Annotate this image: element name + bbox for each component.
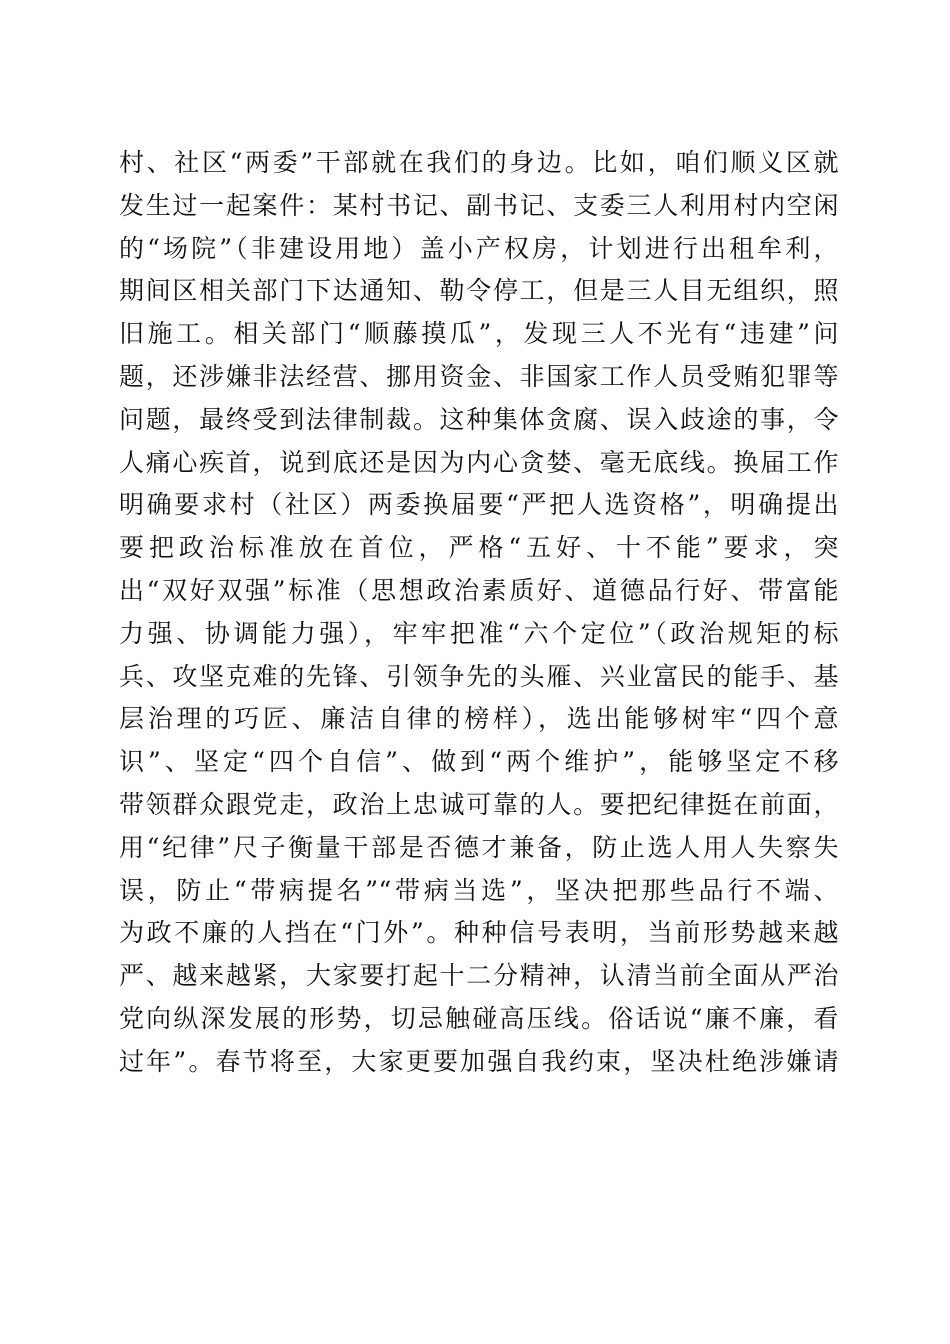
text-line: 的“场院”（非建设用地）盖小产权房，计划进行出租牟利，: [119, 233, 839, 263]
text-line: 人痛心疾首，说到底还是因为内心贪婪、毫无底线。换届工作: [119, 447, 839, 477]
text-line: 用“纪律”尺子衡量干部是否德才兼备，防止选人用人失察失: [119, 832, 839, 862]
text-line: 明确要求村（社区）两委换届要“严把人选资格”，明确提出: [119, 490, 839, 520]
text-line: 期间区相关部门下达通知、勒令停工，但是三人目无组织，照: [119, 276, 839, 306]
body-paragraph: [119, 142, 839, 1084]
text-line: 兵、攻坚克难的先锋、引领争先的头雁、兴业富民的能手、基: [119, 661, 839, 691]
text-line: 力强、协调能力强），牢牢把准“六个定位”（政治规矩的标: [119, 618, 839, 648]
text-line: 要把政治标准放在首位，严格“五好、十不能”要求，突: [119, 533, 839, 563]
text-line: 识”、坚定“四个自信”、做到“两个维护”，能够坚定不移: [119, 747, 839, 777]
text-line: 发生过一起案件：某村书记、副书记、支委三人利用村内空闲: [119, 190, 839, 220]
text-line: 层治理的巧匠、廉洁自律的榜样），选出能够树牢“四个意: [119, 704, 839, 734]
text-line: 旧施工。相关部门“顺藤摸瓜”，发现三人不光有“违建”问: [119, 319, 839, 349]
text-line: 为政不廉的人挡在“门外”。种种信号表明，当前形势越来越: [119, 918, 839, 948]
text-line: 严、越来越紧，大家要打起十二分精神，认清当前全面从严治: [119, 961, 839, 991]
text-line: 误，防止“带病提名”“带病当选”，坚决把那些品行不端、: [119, 875, 839, 905]
text-line: 题，还涉嫌非法经营、挪用资金、非国家工作人员受贿犯罪等: [119, 361, 839, 391]
text-line: 出“双好双强”标准（思想政治素质好、道德品行好、带富能: [119, 575, 839, 605]
text-line: 带领群众跟党走，政治上忠诚可靠的人。要把纪律挺在前面，: [119, 789, 839, 819]
text-line: 问题，最终受到法律制裁。这种集体贪腐、误入歧途的事，令: [119, 404, 839, 434]
text-line: 村、社区“两委”干部就在我们的身边。比如，咱们顺义区就: [119, 148, 839, 177]
text-line: 过年”。春节将至，大家更要加强自我约束，坚决杜绝涉嫌请: [119, 1046, 839, 1076]
text-line: 党向纵深发展的形势，切忌触碰高压线。俗话说“廉不廉，看: [119, 1003, 839, 1033]
